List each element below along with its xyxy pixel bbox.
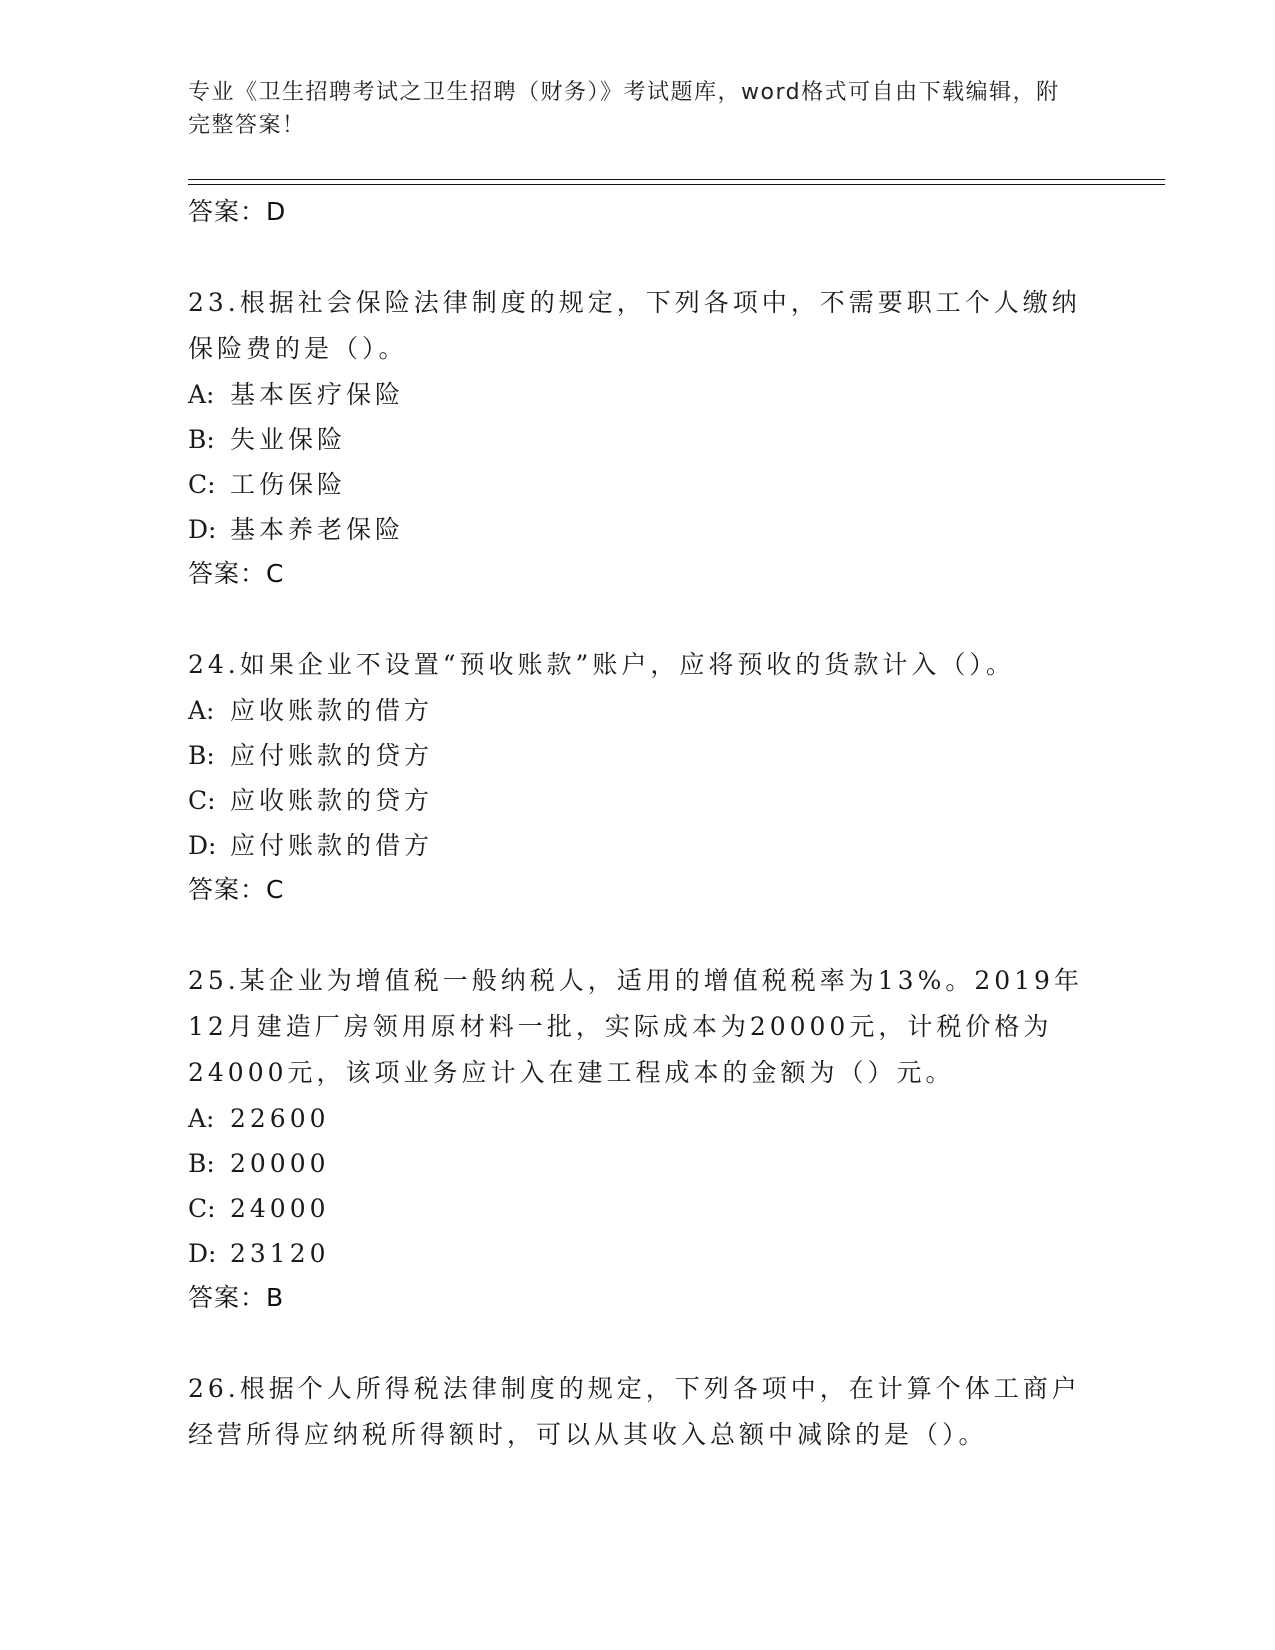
question-answer: 答案：C — [188, 875, 285, 904]
option-text: 应收账款的借方 — [230, 696, 434, 725]
option-letter: D: — [188, 831, 217, 860]
option-text: 应付账款的贷方 — [230, 741, 434, 770]
option-letter: B: — [188, 425, 215, 454]
question-list — [188, 190, 1088, 1458]
header-rule-bottom — [188, 184, 1165, 185]
option-a — [188, 1096, 1088, 1141]
previous-answer: 答案：D — [188, 197, 287, 226]
question-stem: 25.某企业为增值税一般纳税人，适用的增值税税率为13%。2019年12月建造厂房领用原材料一批，实际成本为20000元，计税价格为24000元，该项业务应计入在建工程成本的金额为（）元。 — [188, 966, 1083, 1087]
option-letter: C: — [188, 1194, 216, 1223]
option-b — [188, 733, 1088, 778]
option-letter: A: — [188, 380, 215, 409]
option-text: 20000 — [230, 1149, 330, 1178]
option-letter: D: — [188, 1239, 217, 1268]
option-a — [188, 372, 1088, 417]
question-stem: 23.根据社会保险法律制度的规定，下列各项中，不需要职工个人缴纳保险费的是（）。 — [188, 288, 1081, 363]
question-stem: 26.根据个人所得税法律制度的规定，下列各项中，在计算个体工商户经营所得应纳税所得额时，可以从其收入总额中减除的是（）。 — [188, 1374, 1081, 1449]
option-text: 应付账款的借方 — [230, 831, 434, 860]
option-letter: B: — [188, 741, 215, 770]
option-text: 应收账款的贷方 — [230, 786, 434, 815]
header-rule-top — [188, 179, 1165, 180]
option-letter: A: — [188, 696, 215, 725]
option-text: 24000 — [230, 1194, 330, 1223]
option-b — [188, 1141, 1088, 1186]
question-23 — [188, 280, 1088, 596]
option-letter: D: — [188, 515, 217, 544]
option-letter: C: — [188, 786, 216, 815]
option-c — [188, 778, 1088, 823]
document-header: 专业《卫生招聘考试之卫生招聘（财务）》考试题库，word格式可自由下载编辑，附完整答案！ — [188, 80, 1060, 138]
option-text: 基本医疗保险 — [230, 380, 405, 409]
question-answer: 答案：B — [188, 1283, 285, 1312]
option-a — [188, 688, 1088, 733]
option-text: 23120 — [230, 1239, 330, 1268]
option-d — [188, 507, 1088, 552]
option-b — [188, 417, 1088, 462]
question-26 — [188, 1366, 1088, 1458]
option-text: 工伤保险 — [230, 470, 347, 499]
option-letter: B: — [188, 1149, 215, 1178]
option-letter: C: — [188, 470, 216, 499]
question-stem: 24.如果企业不设置“预收账款”账户，应将预收的货款计入（）。 — [188, 650, 1015, 679]
question-24 — [188, 642, 1088, 912]
option-c — [188, 462, 1088, 507]
option-c — [188, 1186, 1088, 1231]
question-answer: 答案：C — [188, 559, 285, 588]
option-text: 22600 — [230, 1104, 330, 1133]
question-25 — [188, 958, 1088, 1320]
option-text: 基本养老保险 — [230, 515, 405, 544]
option-d — [188, 823, 1088, 868]
option-letter: A: — [188, 1104, 215, 1133]
option-d — [188, 1231, 1088, 1276]
option-text: 失业保险 — [230, 425, 347, 454]
